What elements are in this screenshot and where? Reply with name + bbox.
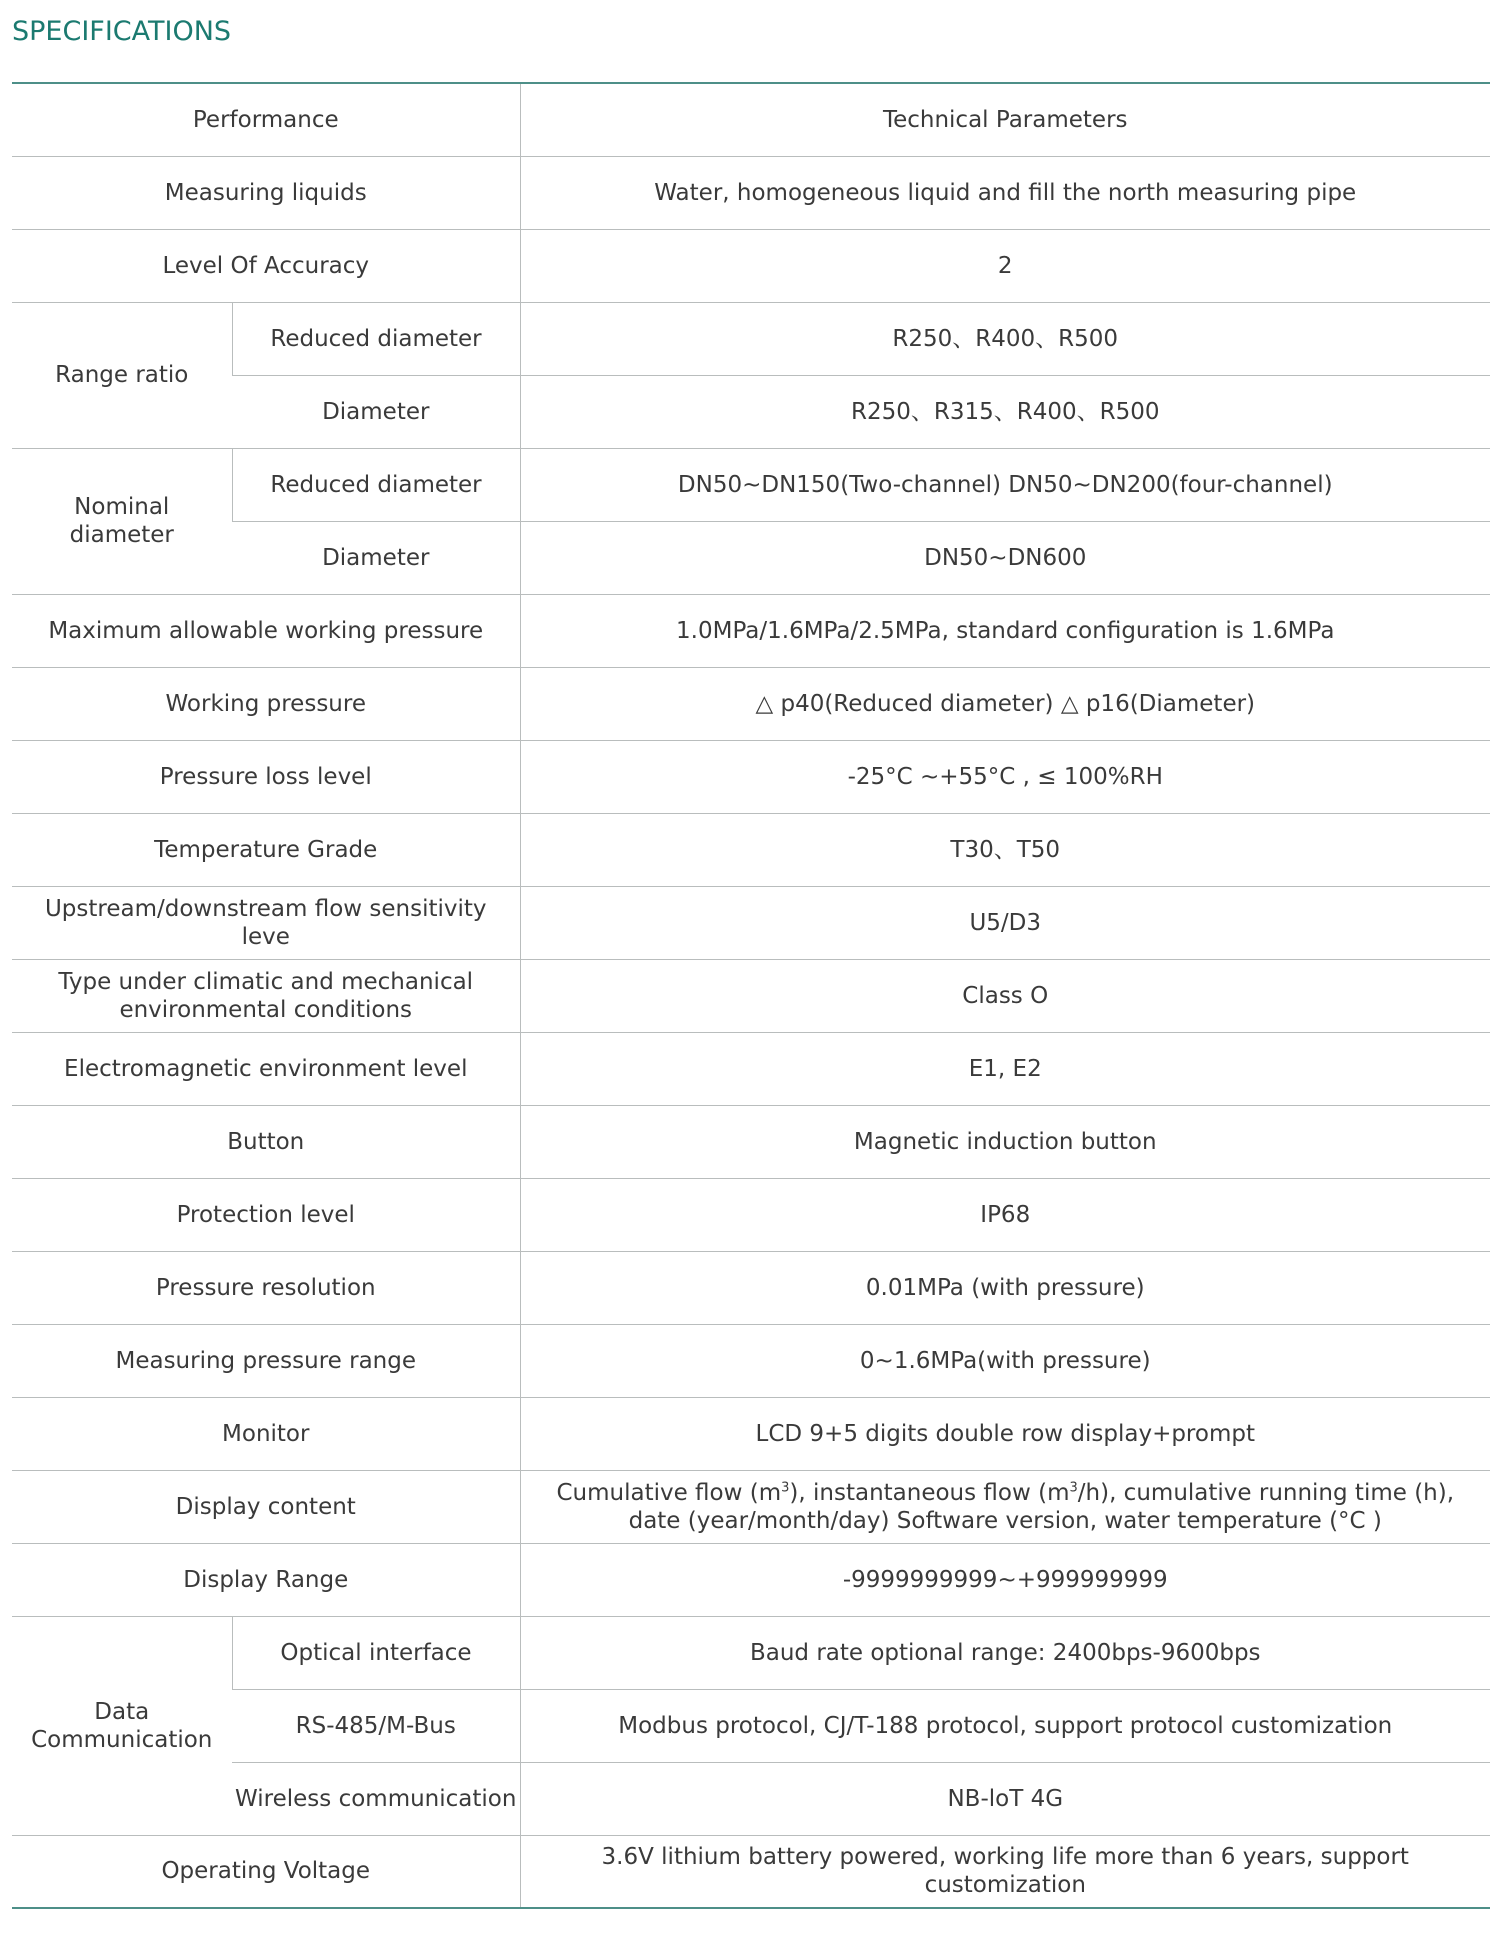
row-value: Class O bbox=[520, 959, 1490, 1032]
row-value: Magnetic induction button bbox=[520, 1105, 1490, 1178]
table-row bbox=[12, 156, 1490, 229]
table-row bbox=[12, 1251, 1490, 1324]
row-label: Electromagnetic environment level bbox=[12, 1032, 520, 1105]
table-row bbox=[12, 740, 1490, 813]
row-value: U5/D3 bbox=[520, 886, 1490, 959]
header-performance: Performance bbox=[12, 83, 520, 156]
table-row bbox=[12, 594, 1490, 667]
table-row bbox=[12, 1689, 1490, 1762]
row-label: Level Of Accuracy bbox=[12, 229, 520, 302]
row-value: -9999999999~+999999999 bbox=[520, 1543, 1490, 1616]
sub-label: Reduced diameter bbox=[232, 448, 520, 521]
display-content-text-1: Cumulative flow (m bbox=[556, 1479, 782, 1506]
sub-label: Diameter bbox=[232, 375, 520, 448]
table-row bbox=[12, 813, 1490, 886]
page-title: SPECIFICATIONS bbox=[12, 16, 232, 47]
row-value: R250、R400、R500 bbox=[520, 302, 1490, 375]
row-value: 0.01MPa (with pressure) bbox=[520, 1251, 1490, 1324]
row-label: Display Range bbox=[12, 1543, 520, 1616]
row-value: IP68 bbox=[520, 1178, 1490, 1251]
superscript-3: 3 bbox=[781, 1479, 790, 1495]
row-label: Monitor bbox=[12, 1397, 520, 1470]
row-value: 0~1.6MPa(with pressure) bbox=[520, 1324, 1490, 1397]
display-content-text-3: /h), cumulative running time (h), date (year/month/day) Software version, water temperature (°C ) bbox=[628, 1479, 1455, 1534]
group-label: Nominal diameter bbox=[12, 448, 232, 594]
table-row bbox=[12, 1835, 1490, 1908]
table-row bbox=[12, 1032, 1490, 1105]
table-row bbox=[12, 1762, 1490, 1835]
table-row bbox=[12, 1397, 1490, 1470]
table-header-row bbox=[12, 83, 1490, 156]
table-row bbox=[12, 667, 1490, 740]
table-row bbox=[12, 448, 1490, 521]
group-label: Data Communication bbox=[12, 1616, 232, 1835]
table-row bbox=[12, 1178, 1490, 1251]
row-label: Type under climatic and mechanical environmental conditions bbox=[12, 959, 520, 1032]
row-value: LCD 9+5 digits double row display+prompt bbox=[520, 1397, 1490, 1470]
table-row bbox=[12, 1616, 1490, 1689]
superscript-3: 3 bbox=[1069, 1479, 1078, 1495]
row-value: DN50~DN150(Two-channel) DN50~DN200(four-channel) bbox=[520, 448, 1490, 521]
header-technical-parameters: Technical Parameters bbox=[520, 83, 1490, 156]
sub-label: Optical interface bbox=[232, 1616, 520, 1689]
row-label: Measuring liquids bbox=[12, 156, 520, 229]
table-row bbox=[12, 886, 1490, 959]
row-value: DN50~DN600 bbox=[520, 521, 1490, 594]
table-row bbox=[12, 1324, 1490, 1397]
row-value: △ p40(Reduced diameter) △ p16(Diameter) bbox=[520, 667, 1490, 740]
sub-label: Wireless communication bbox=[232, 1762, 520, 1835]
row-label: Upstream/downstream flow sensitivity leve bbox=[12, 886, 520, 959]
row-value: NB-loT 4G bbox=[520, 1762, 1490, 1835]
row-label: Pressure loss level bbox=[12, 740, 520, 813]
table-row bbox=[12, 229, 1490, 302]
display-content-text-2: ), instantaneous flow (m bbox=[789, 1479, 1070, 1506]
row-label: Measuring pressure range bbox=[12, 1324, 520, 1397]
row-label: Maximum allowable working pressure bbox=[12, 594, 520, 667]
table-row bbox=[12, 302, 1490, 375]
sub-label: Reduced diameter bbox=[232, 302, 520, 375]
row-label: Button bbox=[12, 1105, 520, 1178]
table-row bbox=[12, 1105, 1490, 1178]
row-value: 2 bbox=[520, 229, 1490, 302]
row-label: Working pressure bbox=[12, 667, 520, 740]
sub-label: RS-485/M-Bus bbox=[232, 1689, 520, 1762]
row-label: Protection level bbox=[12, 1178, 520, 1251]
row-label: Display content bbox=[12, 1470, 520, 1543]
table-row bbox=[12, 959, 1490, 1032]
row-value: Baud rate optional range: 2400bps-9600bps bbox=[520, 1616, 1490, 1689]
row-value: E1, E2 bbox=[520, 1032, 1490, 1105]
row-label: Temperature Grade bbox=[12, 813, 520, 886]
table-row bbox=[12, 521, 1490, 594]
table-row bbox=[12, 1470, 1490, 1543]
sub-label: Diameter bbox=[232, 521, 520, 594]
row-value: Modbus protocol, CJ/T-188 protocol, support protocol customization bbox=[520, 1689, 1490, 1762]
table-row bbox=[12, 1543, 1490, 1616]
row-label: Pressure resolution bbox=[12, 1251, 520, 1324]
row-value: -25°C ~+55°C , ≤ 100%RH bbox=[520, 740, 1490, 813]
group-label: Range ratio bbox=[12, 302, 232, 448]
table-row bbox=[12, 375, 1490, 448]
row-value: 1.0MPa/1.6MPa/2.5MPa, standard configuration is 1.6MPa bbox=[520, 594, 1490, 667]
row-value: 3.6V lithium battery powered, working life more than 6 years, support customization bbox=[520, 1835, 1490, 1908]
row-value: R250、R315、R400、R500 bbox=[520, 375, 1490, 448]
row-value: T30、T50 bbox=[520, 813, 1490, 886]
row-value: Water, homogeneous liquid and fill the north measuring pipe bbox=[520, 156, 1490, 229]
row-value-display-content bbox=[520, 1470, 1490, 1543]
row-label: Operating Voltage bbox=[12, 1835, 520, 1908]
specifications-table bbox=[12, 82, 1490, 1909]
